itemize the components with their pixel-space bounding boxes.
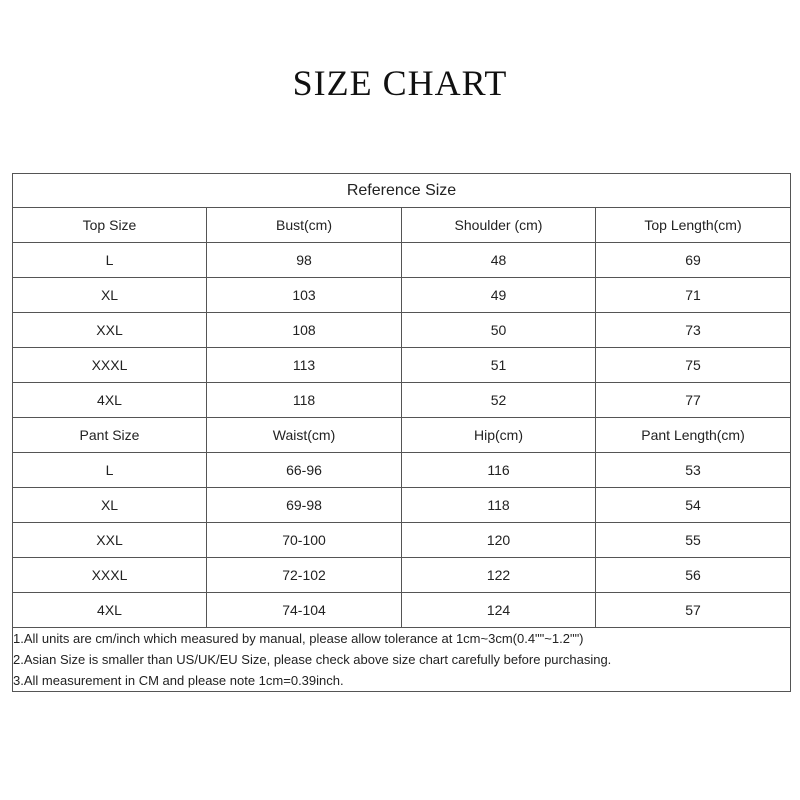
table-row xyxy=(13,348,791,383)
table-cell: 113 xyxy=(207,348,402,383)
table-cell: 124 xyxy=(402,593,596,628)
table-cell: 69 xyxy=(596,243,791,278)
table-cell: 49 xyxy=(402,278,596,313)
table-cell: 98 xyxy=(207,243,402,278)
table-cell: XL xyxy=(13,278,207,313)
column-header: Shoulder (cm) xyxy=(402,208,596,243)
table-cell: XL xyxy=(13,488,207,523)
size-chart-table xyxy=(12,173,791,692)
table-cell: 66-96 xyxy=(207,453,402,488)
note-line: 3.All measurement in CM and please note 1cm=0.39inch. xyxy=(13,673,344,688)
table-row xyxy=(13,383,791,418)
table-cell: XXL xyxy=(13,523,207,558)
table-cell: XXXL xyxy=(13,558,207,593)
table-cell: 4XL xyxy=(13,383,207,418)
table-row xyxy=(13,243,791,278)
table-cell: XXL xyxy=(13,313,207,348)
table-row xyxy=(13,278,791,313)
reference-row xyxy=(13,174,791,208)
table-cell: 118 xyxy=(207,383,402,418)
table-cell: 4XL xyxy=(13,593,207,628)
table-cell: 71 xyxy=(596,278,791,313)
table-cell: 70-100 xyxy=(207,523,402,558)
table-cell: 77 xyxy=(596,383,791,418)
note-line: 1.All units are cm/inch which measured by manual, please allow tolerance at 1cm~3cm(0.4""~1.2"") xyxy=(13,631,584,646)
table-cell: 103 xyxy=(207,278,402,313)
notes-row xyxy=(13,628,791,692)
top-header-row xyxy=(13,208,791,243)
column-header: Waist(cm) xyxy=(207,418,402,453)
table-cell: 48 xyxy=(402,243,596,278)
table-row xyxy=(13,488,791,523)
notes-block xyxy=(13,628,791,692)
table-row xyxy=(13,593,791,628)
table-cell: 69-98 xyxy=(207,488,402,523)
table-cell: 120 xyxy=(402,523,596,558)
table-row xyxy=(13,453,791,488)
table-cell: 72-102 xyxy=(207,558,402,593)
table-row xyxy=(13,523,791,558)
table-cell: 57 xyxy=(596,593,791,628)
table-cell: XXXL xyxy=(13,348,207,383)
table-cell: 56 xyxy=(596,558,791,593)
table-cell: L xyxy=(13,453,207,488)
column-header: Pant Size xyxy=(13,418,207,453)
page-title: SIZE CHART xyxy=(292,63,508,103)
column-header: Bust(cm) xyxy=(207,208,402,243)
note-line: 2.Asian Size is smaller than US/UK/EU Size, please check above size chart carefully before purchasing. xyxy=(13,652,612,667)
table-cell: 122 xyxy=(402,558,596,593)
table-cell: 73 xyxy=(596,313,791,348)
table-cell: 50 xyxy=(402,313,596,348)
table-cell: 75 xyxy=(596,348,791,383)
table-row xyxy=(13,558,791,593)
column-header: Top Size xyxy=(13,208,207,243)
table-cell: 74-104 xyxy=(207,593,402,628)
table-cell: 118 xyxy=(402,488,596,523)
table-row xyxy=(13,313,791,348)
table-cell: 52 xyxy=(402,383,596,418)
pant-header-row xyxy=(13,418,791,453)
column-header: Hip(cm) xyxy=(402,418,596,453)
table-cell: 55 xyxy=(596,523,791,558)
table-cell: L xyxy=(13,243,207,278)
column-header: Pant Length(cm) xyxy=(596,418,791,453)
table-cell: 116 xyxy=(402,453,596,488)
table-cell: 53 xyxy=(596,453,791,488)
table-cell: 51 xyxy=(402,348,596,383)
reference-size-heading: Reference Size xyxy=(13,174,791,208)
table-cell: 54 xyxy=(596,488,791,523)
table-cell: 108 xyxy=(207,313,402,348)
column-header: Top Length(cm) xyxy=(596,208,791,243)
